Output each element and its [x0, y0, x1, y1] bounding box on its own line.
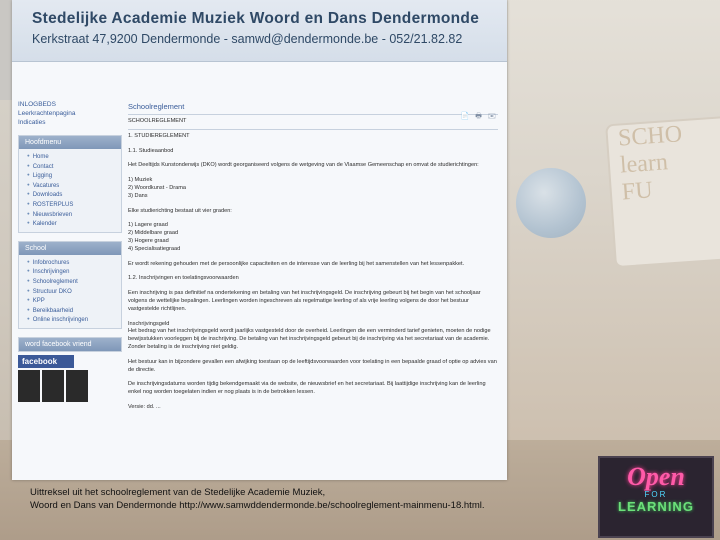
menu-item-inschrijvingen[interactable]: ● Inschrijvingen [27, 267, 121, 277]
list-item: 2) Middelbare graad [128, 230, 179, 237]
site-subtitle: Kerkstraat 47,9200 Dendermonde - samwd@dendermonde.be - 052/21.82.82 [32, 32, 463, 46]
paragraph: Elke studierichting bestaat uit vier graden: [128, 207, 232, 214]
paragraph: Er wordt rekening gehouden met de persoonlijke capaciteiten en de interesse van de leerling bij het samenstellen van het lessenpakket. [128, 260, 465, 267]
version-note: Versie: dd. ... [128, 403, 161, 410]
facebook-title: word facebook vriend [19, 338, 121, 351]
menu-item-home[interactable]: ● Home [27, 152, 121, 162]
facebook-thumb[interactable] [18, 370, 40, 402]
menu-item-rosterplus[interactable]: ● ROSTERPLUS [27, 200, 121, 210]
menu-item-contact[interactable]: ● Contact [27, 162, 121, 172]
facebook-box [18, 337, 122, 352]
subsection-heading: 1.1. Studieaanbod [128, 147, 174, 154]
menu-item-nieuwsbrieven[interactable]: ● Nieuwsbrieven [27, 210, 121, 220]
hoofdmenu-box [18, 135, 122, 233]
list-item: 2) Woordkunst - Drama [128, 184, 187, 191]
link-indicaties[interactable]: Indicaties [18, 119, 46, 126]
article-heading: SCHOOLREGLEMENT [128, 118, 187, 124]
subsection-heading: 1.2. Inschrijvingen en toelatingsvoorwaarden [128, 275, 239, 282]
logo-open-text: Open [627, 462, 685, 491]
sidebar-top-links [18, 100, 122, 127]
menu-item-downloads[interactable]: ● Downloads [27, 190, 121, 200]
menu-item-kalender[interactable]: ● Kalender [27, 219, 121, 229]
sign-word: SCHO [617, 121, 683, 152]
paragraph: Het bestuur kan in bijzondere gevallen een afwijking toestaan op de leeftijdsvoorwaarden voor toelating in een bepaalde graad of optie op advies van de directie. [128, 358, 497, 373]
facebook-badge[interactable]: facebook [18, 355, 74, 368]
site-title: Stedelijke Academie Muziek Woord en Dans Dendermonde [32, 10, 480, 27]
list-item: 3) Dans [128, 192, 148, 199]
menu-item-kpp[interactable]: ● KPP [27, 296, 121, 306]
subsection-heading: Inschrijvingsgeld [128, 320, 170, 327]
list-item: 1) Muziek [128, 177, 153, 184]
sign-word: learn [619, 149, 669, 179]
logo-for-text: FOR [644, 490, 668, 499]
main-article [128, 102, 498, 412]
caption-line-1: Uittreksel uit het schoolreglement van de Stedelijke Academie Muziek, [30, 487, 326, 498]
paragraph: De inschrijvingsdatums worden tijdig bekendgemaakt via de website, de nieuwsbrief en het secretariaat. Bij laattijdige inschrijving kan de leerling enkel nog worden toegelaten indien er nog plaats is in de betrokken lessen. [128, 381, 486, 396]
menu-item-online-inschrijvingen[interactable]: ● Online inschrijvingen [27, 315, 121, 325]
menu-item-schoolreglement[interactable]: ● Schoolreglement [27, 277, 121, 287]
page-content [12, 62, 507, 480]
list-item: 1) Lagere graad [128, 222, 168, 229]
link-leerkrachtenpagina[interactable]: Leerkrachtenpagina [18, 110, 76, 117]
list-item: 4) Specialisatiegraad [128, 245, 181, 252]
slide-caption [30, 486, 550, 512]
facebook-thumbnails [18, 370, 122, 402]
caption-line-2: Woord en Dans van Dendermonde http://www.samwddendermonde.be/schoolreglement-mainmenu-18.html. [30, 500, 485, 511]
menu-item-ligging[interactable]: ● Ligging [27, 171, 121, 181]
menu-item-vacatures[interactable]: ● Vacatures [27, 181, 121, 191]
open-for-learning-logo [598, 456, 714, 538]
school-box [18, 241, 122, 329]
menu-item-infobrochures[interactable]: ● Infobrochures [27, 258, 121, 268]
link-inlogbeds[interactable]: INLOGBEDS [18, 101, 56, 108]
paragraph: Het bedrag van het inschrijvingsgeld wordt jaarlijks vastgesteld door de overheid. Leerlingen die een verminderd tarief genieten, moeten de nodige bewijsstukken voorleggen bij de inschrijving. De betaling van het inschrijvingsgeld gebeurt bij de inschrijving via het secretariaat van de academie. Zonder betaling is de inschrijving niet geldig. [128, 328, 491, 350]
section-heading: 1. STUDIEREGLEMENT [128, 132, 190, 139]
facebook-thumb[interactable] [66, 370, 88, 402]
sign-word: FU [621, 177, 654, 206]
list-item: 3) Hogere graad [128, 237, 169, 244]
paragraph: Een inschrijving is pas definitief na ondertekening en betaling van het inschrijvingsgeld. De inschrijving gebeurt bij het begin van het schooljaar volgens de wettelijke bepalingen. Leerlingen worden ingeschreven als regelmatige leerling of als vrije leerling volgens de door het bestuur vastgestelde richtlijnen. [128, 290, 481, 312]
logo-learning-text: LEARNING [618, 499, 694, 514]
menu-item-structuur-dko[interactable]: ● Structuur DKO [27, 287, 121, 297]
hoofdmenu-title: Hoofdmenu [19, 136, 121, 149]
divider [128, 114, 498, 115]
hoofdmenu-list [19, 149, 121, 232]
facebook-thumb[interactable] [42, 370, 64, 402]
globe-image [516, 168, 586, 238]
backdrop-sign [605, 116, 720, 268]
site-header [12, 0, 507, 62]
school-list [19, 255, 121, 328]
sidebar [18, 100, 122, 402]
article-title: Schoolreglement [128, 102, 185, 111]
school-title: School [19, 242, 121, 255]
divider [128, 129, 498, 130]
website-screenshot [12, 0, 507, 480]
paragraph: Het Deeltijds Kunstonderwijs (DKO) wordt georganiseerd volgens de wetgeving van de Vlaamse Gemeenschap en omvat de studierichtingen: [128, 162, 479, 169]
menu-item-bereikbaarheid[interactable]: ● Bereikbaarheid [27, 306, 121, 316]
article-tools-icons[interactable]: 📄 🖶 ✉ [460, 113, 498, 120]
